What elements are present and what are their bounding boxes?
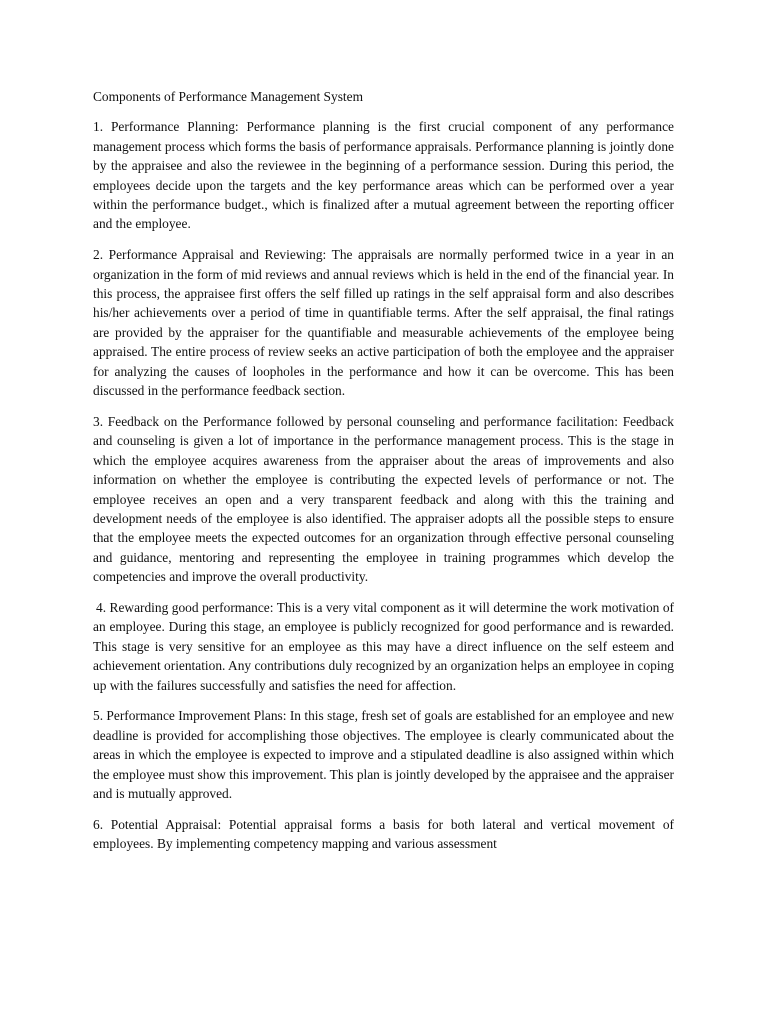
paragraph-potential-appraisal: 6. Potential Appraisal: Potential appraisal forms a basis for both lateral and vertical movement of employees. By implementing competency mapping and various assessment <box>93 816 674 852</box>
paragraph-rewarding: 4. Rewarding good performance: This is a very vital component as it will determine the work motivation of an employee. During this stage, an employee is publicly recognized for good performance and is rewarded. This stage is very sensitive for an employee as this may have a direct influence on the self esteem and achievement orientation. Any contributions duly recognized by an organization helps an employee in coping up with the failures successfully and satisfies the need for affection. <box>93 599 674 693</box>
paragraph-performance-planning: 1. Performance Planning: Performance planning is the first crucial component of any performance management process which forms the basis of performance appraisals. Performance planning is jointly done by the appraisee and also the reviewee in the beginning of a performance session. During this period, the employees decide upon the targets and the key performance areas which can be performed over a year within the performance budget., which is finalized after a mutual agreement between the reporting officer and the employee. <box>93 119 674 232</box>
paragraph-feedback: 3. Feedback on the Performance followed by personal counseling and performance facilitation: Feedback and counseling is given a lot of importance in the performance management process. This is the stage in which the employee acquires awareness from the appraiser about the areas of improvements and also information on whether the employee is contributing the expected levels of performance or not. The employee receives an open and a very transparent feedback and along with this the training and development needs of the employee is also identified. The appraiser adopts all the possible steps to ensure that the employee meets the expected outcomes for an organization through effective personal counseling and guidance, mentoring and representing the employee in training programmes which develop the competencies and improve the overall productivity. <box>93 413 674 585</box>
document-title: Components of Performance Management System <box>93 89 363 104</box>
paragraph-performance-appraisal: 2. Performance Appraisal and Reviewing: The appraisals are normally performed twice in a year in an organization in the form of mid reviews and annual reviews which is held in the end of the financial year. In this process, the appraisee first offers the self filled up ratings in the self appraisal form and also describes his/her achievements over a period of time in quantifiable terms. After the self appraisal, the final ratings are provided by the appraiser for the quantifiable and measurable achievements of the employee being appraised. The entire process of review seeks an active participation of both the employee and the appraiser for analyzing the causes of loopholes in the performance and how it can be overcome. This has been discussed in the performance feedback section. <box>93 247 674 399</box>
paragraph-improvement-plans: 5. Performance Improvement Plans: In this stage, fresh set of goals are established for an employee and new deadline is provided for accomplishing those objectives. The employee is clearly communicated about the areas in which the employee is expected to improve and a stipulated deadline is also assigned within which the employee must show this improvement. This plan is jointly developed by the appraisee and the appraiser and is mutually approved. <box>93 708 674 801</box>
document-body <box>93 87 674 865</box>
